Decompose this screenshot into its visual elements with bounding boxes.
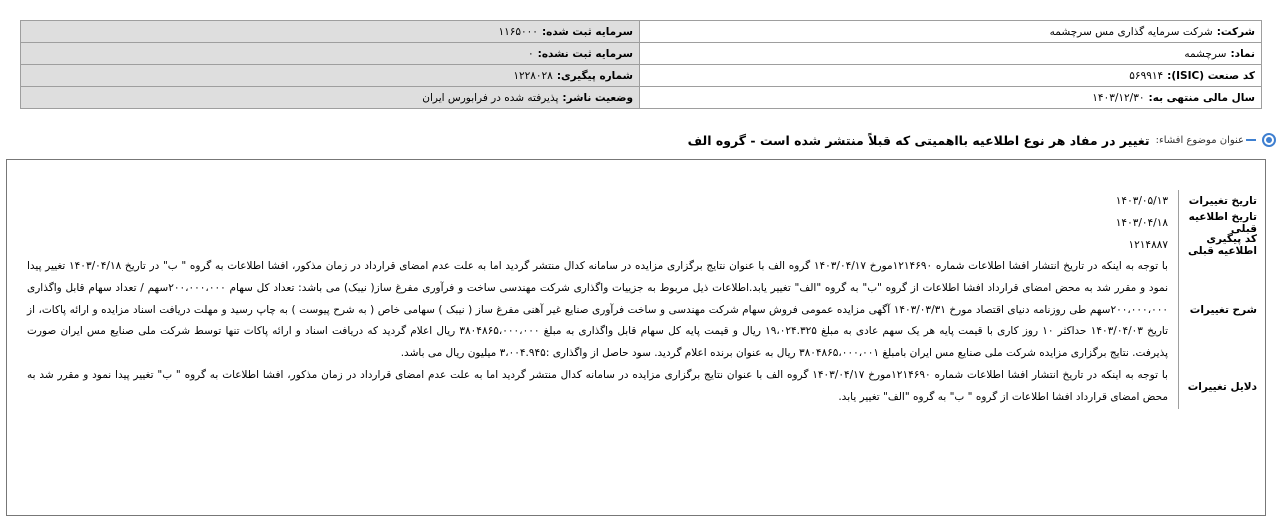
symbol-cell — [640, 43, 1262, 65]
info-row — [21, 21, 1262, 43]
company-cell — [640, 21, 1262, 43]
unregistered-capital-cell — [21, 43, 640, 65]
reasons-label: دلایل تغییرات — [1178, 365, 1257, 409]
reasons-row — [27, 365, 1257, 409]
change-date-label: تاریخ تغییرات — [1178, 190, 1257, 212]
isic-cell — [640, 65, 1262, 87]
fiscal-year-label: سال مالی منتهی به: — [1148, 91, 1255, 104]
change-date-value: ۱۴۰۳/۰۵/۱۳ — [1115, 195, 1168, 207]
symbol-value: سرچشمه — [1184, 47, 1227, 60]
company-label: شرکت: — [1216, 25, 1255, 38]
registered-capital-cell — [21, 21, 640, 43]
symbol-label: نماد: — [1230, 47, 1255, 60]
info-row — [21, 87, 1262, 109]
subject-title: تغییر در مفاد هر نوع اطلاعیه بااهمیتی که قبلاً منتشر شده است - گروه الف — [687, 132, 1150, 148]
fiscal-year-value: ۱۴۰۳/۱۲/۳۰ — [1092, 91, 1145, 104]
prev-tracking-row — [27, 234, 1257, 256]
publisher-status-label: وضعیت ناشر: — [562, 91, 633, 104]
info-row — [21, 65, 1262, 87]
prev-tracking-value: ۱۲۱۴۸۸۷ — [1128, 239, 1168, 251]
info-row — [21, 43, 1262, 65]
isic-value: ۵۶۹۹۱۴ — [1129, 69, 1164, 82]
change-date-row — [27, 190, 1257, 212]
tracking-value: ۱۲۲۸۰۲۸ — [513, 69, 553, 82]
tracking-cell — [21, 65, 640, 87]
registered-capital-label: سرمایه ثبت شده: — [541, 25, 633, 38]
subject-label: عنوان موضوع افشاء: — [1155, 134, 1244, 146]
isic-label: کد صنعت (ISIC): — [1167, 69, 1255, 82]
company-value: شرکت سرمایه گذاری مس سرچشمه — [1049, 25, 1213, 38]
bullet-dash — [1246, 139, 1256, 141]
description-label: شرح تغییرات — [1178, 256, 1257, 365]
company-info-table — [20, 20, 1262, 109]
radio-bullet-icon — [1262, 133, 1276, 147]
unregistered-capital-label: سرمایه ثبت نشده: — [537, 47, 633, 60]
prev-notice-date-value: ۱۴۰۳/۰۴/۱۸ — [1115, 217, 1168, 229]
description-row — [27, 256, 1257, 365]
registered-capital-value: ۱۱۶۵۰۰۰ — [498, 25, 538, 38]
tracking-label: شماره پیگیری: — [556, 69, 633, 82]
prev-notice-date-label: تاریخ اطلاعیه قبلی — [1178, 212, 1257, 234]
details-panel — [6, 159, 1266, 516]
prev-notice-date-row — [27, 212, 1257, 234]
fiscal-year-cell — [640, 87, 1262, 109]
description-text: با توجه به اینکه در تاریخ انتشار افشا اطلاعات شماره ۱۲۱۴۶۹۰مورخ ۱۴۰۳/۰۴/۱۷ گروه الف با عنوان نتایج برگزاری مزایده در سامانه کدال منتشر گردید اما به علت عدم امضای قرارداد در زمان مذکور، افشا اطلاعات به گروه " ب" در تاریخ ۱۴۰۳/۰۴/۱۸ تغییر پیدا نمود و مقرر شد به محض امضای قرارداد افشا اطلاعات از گروه "ب" به گروه "الف" تغییر یابد.اطلاعات ذیل مربوط به جزییات واگذاری شرکت مهندسی ساخت و فرآوری مفرغ ساز( نیبک) می باشد: تعداد کل سهام ۲۰۰،۰۰۰،۰۰۰سهم / تعداد سهام قابل واگذاری ۲۰۰،۰۰۰،۰۰۰سهم طی روزنامه دنیای اقتصاد مورخ ۱۴۰۳/۰۳/۳۱ آگهی مزایده عمومی فروش سهام شرکت مهندسی و ساخت فرآوری صنایع غیر آهنی مفرغ ساز ( نیبک ) سهامی خاص ( به شرح پیوست ) به چاپ رسید و مهلت دریافت اسناد مزایده و ارائه پاکات، از تاریخ ۱۴۰۳/۰۴/۰۳ حداکثر ۱۰ روز کاری با قیمت پایه هر یک سهم عادی به مبلغ ۱۹،۰۲۴.۳۲۵ ریال و قیمت پایه کل سهام قابل واگذاری به مبلغ ۳۸۰۴۸۶۵،۰۰۰،۰۰۰ ریال اعلام گردید که دریافت اسناد و ارائه پاکات تنها توسط شرکت ملی صنایع مس ایران صورت پذیرفت. نتایج برگزاری مزایده شرکت ملی صنایع مس ایران بامبلغ ۳۸۰۴۸۶۵،۰۰۰،۰۰۱ ریال به عنوان برنده اعلام گردید. سود حاصل از واگذاری :۳،۰۰۴.۹۴۵ میلیون ریال می باشد. — [27, 260, 1169, 360]
disclosure-subject — [20, 130, 1276, 150]
unregistered-capital-value: ۰ — [528, 47, 534, 60]
reasons-text: با توجه به اینکه در تاریخ انتشار افشا اطلاعات شماره ۱۲۱۴۶۹۰مورخ ۱۴۰۳/۰۴/۱۷ گروه الف با عنوان نتایج برگزاری مزایده در سامانه کدال منتشر گردید اما به علت عدم امضای قرارداد در زمان مذکور، افشا اطلاعات به گروه " ب" تغییر پیدا نمود و مقرر شد به محض امضای قرارداد افشا اطلاعات از گروه " ب" به گروه "الف" تغییر یابد. — [27, 368, 1168, 403]
publisher-status-value: پذیرفته شده در فرابورس ایران — [422, 91, 559, 104]
prev-tracking-label: کد پیگیری اطلاعیه قبلی — [1178, 234, 1257, 256]
publisher-status-cell — [21, 87, 640, 109]
